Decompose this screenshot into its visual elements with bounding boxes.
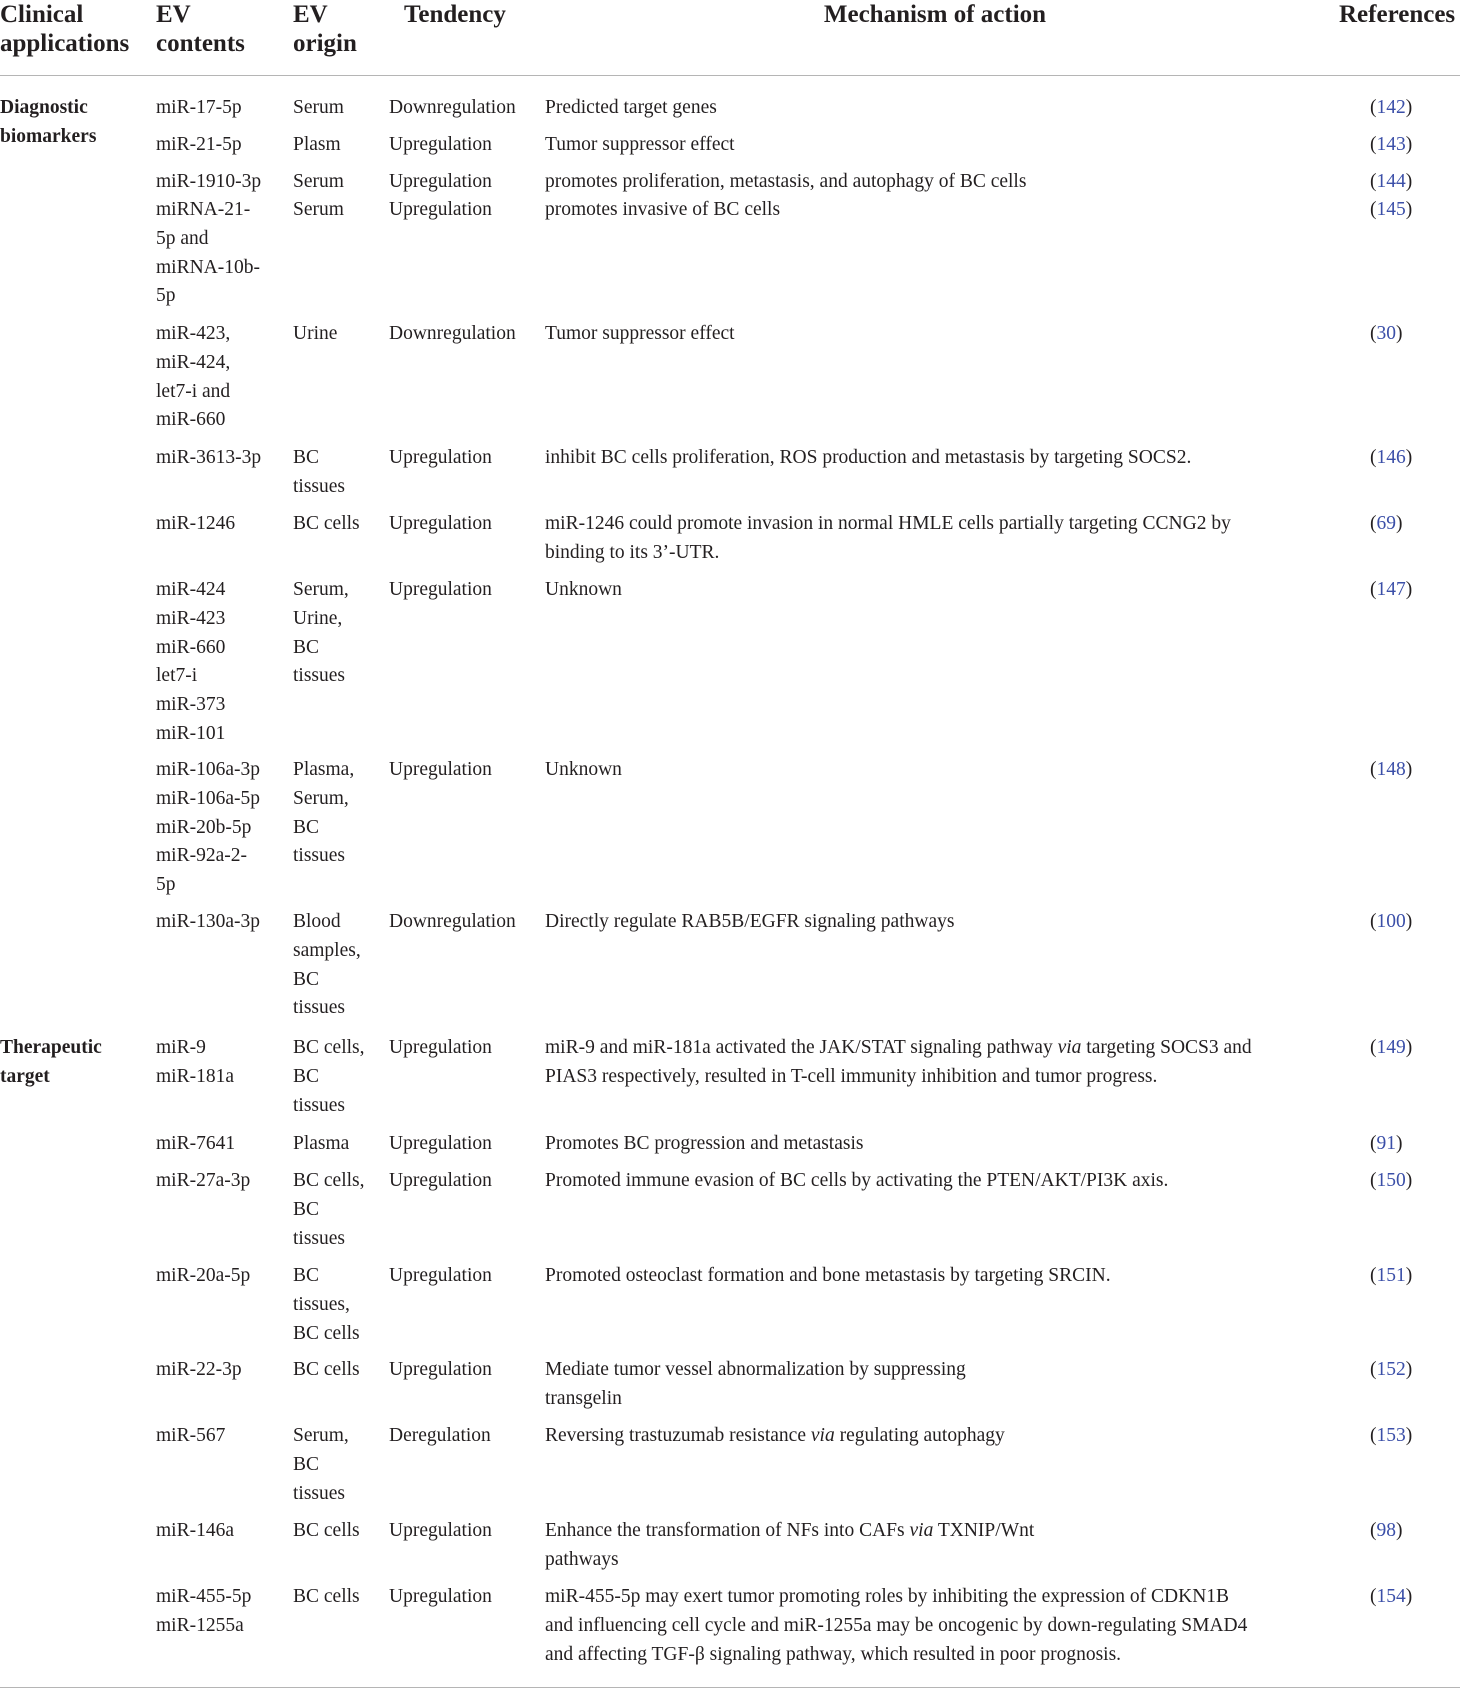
row-7-origin: BC cells	[293, 513, 360, 534]
row-10-mech: Directly regulate RAB5B/EGFR signaling pathways	[545, 911, 955, 932]
row-13-tendency: Upregulation	[389, 1170, 492, 1191]
row-7-contents: miR-1246	[156, 513, 236, 534]
row-15-ref[interactable]: (152)	[1370, 1359, 1413, 1380]
row-11-tendency: Upregulation	[389, 1037, 492, 1058]
row-9-tendency: Upregulation	[389, 759, 492, 780]
header-tendency: Tendency	[404, 1, 506, 28]
row-3-origin: Serum	[293, 171, 344, 192]
row-18-contents: miR-455-5p miR-1255a	[156, 1586, 252, 1636]
row-12-ref[interactable]: (91)	[1370, 1133, 1403, 1154]
footer-rule	[0, 1687, 1460, 1688]
row-3-tendency: Upregulation	[389, 171, 492, 192]
row-14-tendency: Upregulation	[389, 1265, 492, 1286]
row-15-tendency: Upregulation	[389, 1359, 492, 1380]
row-14-contents: miR-20a-5p	[156, 1265, 251, 1286]
reference-link[interactable]: 154	[1376, 1586, 1406, 1607]
reference-link[interactable]: 147	[1376, 579, 1406, 600]
row-6-ref[interactable]: (146)	[1370, 447, 1413, 468]
reference-link[interactable]: 143	[1376, 134, 1406, 155]
reference-link[interactable]: 145	[1376, 199, 1406, 220]
row-14-ref[interactable]: (151)	[1370, 1265, 1413, 1286]
row-10-contents: miR-130a-3p	[156, 911, 260, 932]
row-5-ref[interactable]: (30)	[1370, 323, 1403, 344]
row-8-ref[interactable]: (147)	[1370, 579, 1413, 600]
reference-link[interactable]: 144	[1376, 171, 1406, 192]
row-8-contents: miR-424 miR-423 miR-660 let7-i miR-373 miR-101	[156, 579, 226, 744]
row-18-tendency: Upregulation	[389, 1586, 492, 1607]
row-11-contents: miR-9 miR-181a	[156, 1037, 234, 1087]
row-5-contents: miR-423, miR-424, let7-i and miR-660	[156, 323, 231, 431]
row-8-tendency: Upregulation	[389, 579, 492, 600]
row-8-mech: Unknown	[545, 579, 622, 600]
row-12-origin: Plasma	[293, 1133, 350, 1154]
group-diagnostic-biomarkers: Diagnostic biomarkers	[0, 97, 97, 147]
row-13-contents: miR-27a-3p	[156, 1170, 251, 1191]
row-2-ref[interactable]: (143)	[1370, 134, 1413, 155]
row-11-mech: miR-9 and miR-181a activated the JAK/STAT signaling pathway via targeting SOCS3 and PIAS3 respectively, resulted in T-cell immunity inhibition and tumor progress.	[545, 1037, 1252, 1087]
header-ev-origin: EV origin	[293, 1, 357, 57]
header-rule	[0, 75, 1460, 76]
row-2-origin: Plasm	[293, 134, 341, 155]
reference-link[interactable]: 151	[1376, 1265, 1406, 1286]
reference-link[interactable]: 150	[1376, 1170, 1406, 1191]
row-12-mech: Promotes BC progression and metastasis	[545, 1133, 864, 1154]
row-10-tendency: Downregulation	[389, 911, 516, 932]
row-5-origin: Urine	[293, 323, 338, 344]
row-17-mech: Enhance the transformation of NFs into CAFs via TXNIP/Wnt pathways	[545, 1520, 1035, 1570]
row-5-mech: Tumor suppressor effect	[545, 323, 735, 344]
row-16-origin: Serum, BC tissues	[293, 1425, 349, 1504]
group-therapeutic-target: Therapeutic target	[0, 1037, 102, 1087]
row-17-tendency: Upregulation	[389, 1520, 492, 1541]
row-7-mech: miR-1246 could promote invasion in normal HMLE cells partially targeting CCNG2 by binding to its 3’-UTR.	[545, 513, 1231, 563]
header-references: References	[1339, 1, 1456, 28]
row-18-mech: miR-455-5p may exert tumor promoting roles by inhibiting the expression of CDKN1B and influencing cell cycle and miR-1255a may be oncogenic by down-regulating SMAD4 and affecting TGF-β signaling pathway, which resulted in poor prognosis.	[545, 1586, 1248, 1665]
row-12-tendency: Upregulation	[389, 1133, 492, 1154]
row-4-mech: promotes invasive of BC cells	[545, 199, 781, 220]
row-17-ref[interactable]: (98)	[1370, 1520, 1403, 1541]
row-1-tendency: Downregulation	[389, 97, 516, 118]
reference-link[interactable]: 146	[1376, 447, 1406, 468]
row-1-mech: Predicted target genes	[545, 97, 717, 118]
row-11-origin: BC cells, BC tissues	[293, 1037, 365, 1116]
row-2-mech: Tumor suppressor effect	[545, 134, 735, 155]
row-9-ref[interactable]: (148)	[1370, 759, 1413, 780]
row-10-origin: Blood samples, BC tissues	[293, 911, 361, 1019]
reference-link[interactable]: 30	[1376, 323, 1396, 344]
row-16-ref[interactable]: (153)	[1370, 1425, 1413, 1446]
row-4-tendency: Upregulation	[389, 199, 492, 220]
row-8-origin: Serum, Urine, BC tissues	[293, 579, 349, 687]
row-14-mech: Promoted osteoclast formation and bone metastasis by targeting SRCIN.	[545, 1265, 1111, 1286]
reference-link[interactable]: 98	[1376, 1520, 1396, 1541]
row-14-origin: BC tissues, BC cells	[293, 1265, 360, 1344]
row-9-mech: Unknown	[545, 759, 622, 780]
row-6-mech: inhibit BC cells proliferation, ROS production and metastasis by targeting SOCS2.	[545, 447, 1192, 468]
header-ev-contents: EV contents	[156, 1, 245, 57]
row-2-contents: miR-21-5p	[156, 134, 242, 155]
row-6-tendency: Upregulation	[389, 447, 492, 468]
row-4-ref[interactable]: (145)	[1370, 199, 1413, 220]
reference-link[interactable]: 153	[1376, 1425, 1406, 1446]
row-10-ref[interactable]: (100)	[1370, 911, 1413, 932]
row-3-mech: promotes proliferation, metastasis, and autophagy of BC cells	[545, 171, 1027, 192]
row-4-contents: miRNA-21- 5p and miRNA-10b- 5p	[156, 199, 260, 307]
row-15-origin: BC cells	[293, 1359, 360, 1380]
reference-link[interactable]: 148	[1376, 759, 1406, 780]
reference-link[interactable]: 149	[1376, 1037, 1406, 1058]
row-17-contents: miR-146a	[156, 1520, 234, 1541]
row-7-tendency: Upregulation	[389, 513, 492, 534]
row-6-contents: miR-3613-3p	[156, 447, 262, 468]
row-6-origin: BC tissues	[293, 447, 346, 497]
row-13-origin: BC cells, BC tissues	[293, 1170, 365, 1249]
row-1-origin: Serum	[293, 97, 344, 118]
reference-link[interactable]: 91	[1376, 1133, 1396, 1154]
row-16-tendency: Deregulation	[389, 1425, 491, 1446]
header-clinical-applications: Clinical applications	[0, 1, 130, 57]
row-3-ref[interactable]: (144)	[1370, 171, 1413, 192]
row-9-contents: miR-106a-3p miR-106a-5p miR-20b-5p miR-92a-2- 5p	[156, 759, 260, 896]
header-mechanism: Mechanism of action	[823, 1, 1047, 28]
row-12-contents: miR-7641	[156, 1133, 236, 1154]
row-15-mech: Mediate tumor vessel abnormalization by suppressing transgelin	[545, 1359, 966, 1409]
row-15-contents: miR-22-3p	[156, 1359, 242, 1380]
row-11-ref[interactable]: (149)	[1370, 1037, 1413, 1058]
row-1-ref[interactable]: (142)	[1370, 97, 1413, 118]
row-17-origin: BC cells	[293, 1520, 360, 1541]
row-13-ref[interactable]: (150)	[1370, 1170, 1413, 1191]
row-18-ref[interactable]: (154)	[1370, 1586, 1413, 1607]
row-2-tendency: Upregulation	[389, 134, 492, 155]
row-1-contents: miR-17-5p	[156, 97, 242, 118]
row-16-mech: Reversing trastuzumab resistance via regulating autophagy	[545, 1425, 1005, 1446]
row-16-contents: miR-567	[156, 1425, 226, 1446]
row-9-origin: Plasma, Serum, BC tissues	[293, 759, 355, 867]
row-7-ref[interactable]: (69)	[1370, 513, 1403, 534]
reference-link[interactable]: 69	[1376, 513, 1396, 534]
row-3-contents: miR-1910-3p	[156, 171, 262, 192]
reference-link[interactable]: 100	[1376, 911, 1406, 932]
row-18-origin: BC cells	[293, 1586, 360, 1607]
reference-link[interactable]: 152	[1376, 1359, 1406, 1380]
reference-link[interactable]: 142	[1376, 97, 1406, 118]
row-4-origin: Serum	[293, 199, 344, 220]
row-13-mech: Promoted immune evasion of BC cells by activating the PTEN/AKT/PI3K axis.	[545, 1170, 1169, 1191]
row-5-tendency: Downregulation	[389, 323, 516, 344]
